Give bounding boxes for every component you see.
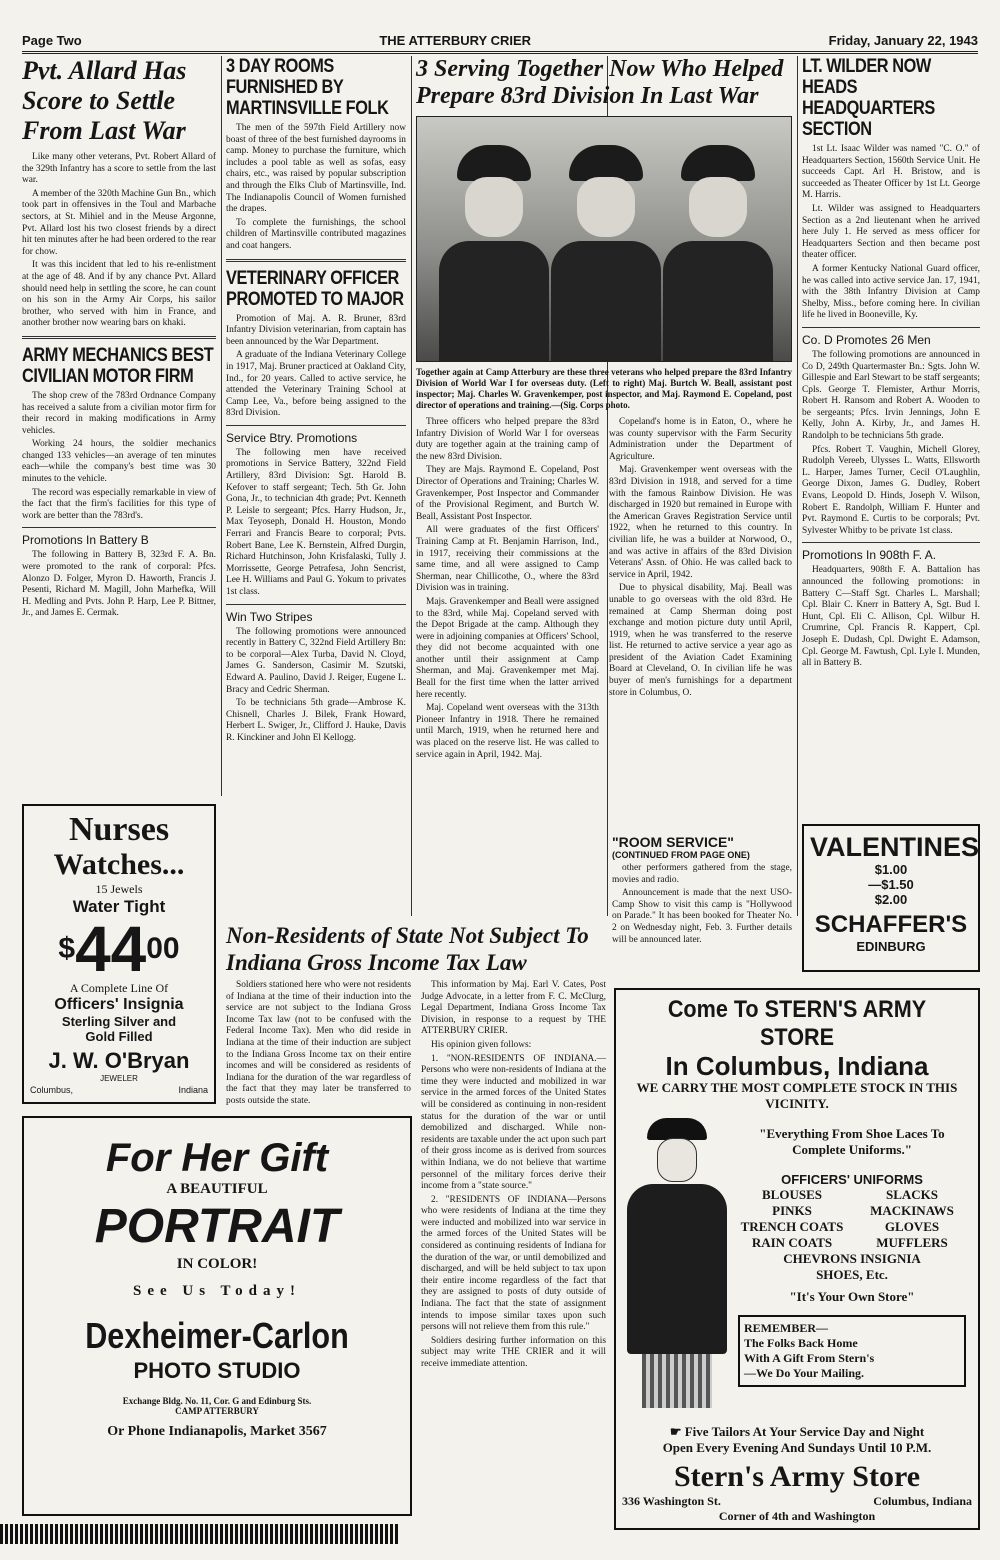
tax-headline: Non-Residents of State Not Subject To Indiana Gross Income Tax Law <box>226 923 589 975</box>
ad-item: MACKINAWS <box>870 1203 954 1218</box>
ad-item: SLACKS <box>885 1187 939 1202</box>
paper-title: THE ATTERBURY CRIER <box>379 33 532 48</box>
ad-line: Gold Filled <box>85 1029 153 1044</box>
column-2 <box>226 56 406 846</box>
paragraph: A graduate of the Indiana Veterinary College in 1917, Maj. Bruner practiced at Oakland City, Ind., for 20 years. Called to active service, he attended the Veterinary Training School at Camp Lee, Va., before being assigned to the 83rd Division. <box>226 350 406 419</box>
servicebtry-article <box>226 448 406 599</box>
ad-city: Columbus, Indiana <box>873 1494 972 1508</box>
paragraph: Three officers who helped prepare the 83rd Infantry Division of World War I for overseas duty are together again at the training camp of the new 83rd Division. <box>416 417 599 462</box>
ad-item: PINKS <box>772 1203 812 1218</box>
dollar-sign: $ <box>58 932 76 965</box>
ad-line: "Everything From Shoe Laces To Complete Uniforms." <box>759 1126 945 1157</box>
paragraph: Announcement is made that the next USO-Camp Show to visit this camp is "Hollywood on Parade." It has been booked for Theater No. 2 on Wednesday night, Feb. 3. Further details will be announced later. <box>612 888 792 945</box>
ad-line: SHOES, Etc. <box>816 1267 888 1282</box>
ad-item: TRENCH COATS <box>740 1219 844 1234</box>
officer-figure <box>439 145 549 361</box>
vet-article <box>226 314 406 420</box>
ad-line: CHEVRONS INSIGNIA <box>783 1251 921 1266</box>
paragraph: other performers gathered from the stage, movies and radio. <box>612 863 792 885</box>
ad-price: —$1.50 <box>868 877 914 892</box>
ad-city: EDINBURG <box>856 939 926 954</box>
officer-figure <box>551 145 661 361</box>
ad-store: SCHAFFER'S <box>814 911 968 938</box>
tax-article-col-b <box>421 980 606 1373</box>
paragraph: His opinion given follows: <box>431 1039 532 1050</box>
ad-line: Dexheimer-Carlon <box>85 1315 349 1356</box>
ad-line: A Complete Line Of <box>69 981 169 995</box>
roomservice-headline: "ROOM SERVICE" <box>612 834 734 850</box>
paragraph: Due to physical disability, Maj. Beall was unable to go overseas with the old 83rd. He remained at Camp Sherman doing post exchange and motion picture duty until April, 1919, when he was transferred to the reserve list. He returned to active service a year ago as president of the Aviation Cadet Examining Board at Cleveland, O. In civilian life he was buyer of men's furnishings for a department store in Columbus, O. <box>609 583 792 698</box>
cod-article <box>802 350 980 538</box>
paragraph: Like many other veterans, Pvt. Robert Allard of the 329th Infantry has a score to settle from the last war. <box>22 152 216 186</box>
paragraph: 1. "NON-RESIDENTS OF INDIANA.—Persons who were non-residents of Indiana at the time they were inducted and mobilized in war service in the armed forces of the United States will be considered as continuing in non-resident status for the duration of the war or until demobilized and discharged. While non-residents are taxable under the act upon such part of their gross income as is derived from sources within Indiana, we do not believe that wartime personnel of the military forces derive their income from a "state source." <box>421 1053 606 1192</box>
tailors-line <box>622 1424 972 1440</box>
margin-strip <box>0 1524 400 1544</box>
cod-headline: Co. D Promotes 26 Men <box>802 332 931 347</box>
ad-line: 15 Jewels <box>95 882 143 896</box>
paragraph: The following promotions are announced in Co D, 249th Quartermaster Bn.: Sgts. John W. Gillespie and Earl Stewart to be staff sergeants; Cpls. George T. Flemister, Arthur Morris, Robert H. Ransom and Robert A. Wooden to be sergeants; Pfcs. Irvin Jennings, John E Kelly, John A. Kirby, Jr., and James H. Randolph to be technicians 5th grade. <box>802 349 980 442</box>
paragraph: 2. "RESIDENTS OF INDIANA—Persons who were residents of Indiana at the time they were inducted and mobilized into war service in the armed forces of the United States will be considered as continuing residents of Indiana for the duration of the war, or until demobilized and discharged, and will be held subject to tax upon their entire income regardless of the fact that they are assigned to posts of duty outside of Indiana. The fact that the state of assignment intends to impose similar taxes upon such persons will not relieve them from this rule." <box>421 1194 606 1333</box>
price-dollars: 44 <box>75 913 147 985</box>
column-1 <box>22 56 216 796</box>
ad-city: Columbus, <box>30 1085 74 1095</box>
wilder-article <box>802 144 980 322</box>
ad-line: Come To STERN'S ARMY STORE <box>667 996 927 1051</box>
ad-line: See Us Today! <box>132 1283 302 1299</box>
ad-valentines <box>802 824 980 972</box>
ad-state: Indiana <box>178 1085 208 1095</box>
fa908-article <box>802 565 980 669</box>
ad-line: REMEMBER— <box>744 1321 828 1335</box>
ad-line: WE CARRY THE MOST COMPLETE STOCK IN THIS VICINITY. <box>636 1080 958 1111</box>
paragraph: Soldiers stationed here who were not residents of Indiana at the time of their induction into the service are not subject to the Indiana Gross Income Tax law (not to be confused with the Federal Income Tax). Men who did reside in Indiana at the time of their induction are subject to the Indiana Gross Income tax on their entire incomes and will be considered as residents of Indiana for the duration of the war regardless of the fact that they may later be transferred to posts outside the state. <box>226 980 411 1106</box>
paragraph: This information by Maj. Earl V. Cates, Post Judge Advocate, in a letter from F. C. McClurg, Legal Department, Indiana Gross Income Tax Division, in response to a request by THE ATTERBURY CRIER. <box>421 980 606 1037</box>
allard-headline: Pvt. Allard Has Score to Settle From Last War <box>22 56 187 145</box>
ad-line: In Columbus, Indiana <box>665 1051 929 1081</box>
ad-line: With A Gift From Stern's <box>744 1351 875 1365</box>
paragraph: The following promotions were announced recently in Battery C, 322nd Field Artillery Bn: to be corporal—Alex Turba, David N. Cloyd, James G. Sanderson, Casimir M. Szutski, Edward A. Paulino, David J. Reiger, Eugene L. Bracy and Cedric Sherman. <box>226 626 406 695</box>
ad-item: BLOUSES <box>762 1187 822 1202</box>
watch-price <box>30 913 208 985</box>
mechanics-headline: ARMY MECHANICS BEST CIVILIAN MOTOR FIRM <box>22 344 214 387</box>
ad-line: Watches... <box>53 848 185 881</box>
allard-article <box>22 152 216 330</box>
jeweler-name: J. W. O'Bryan <box>48 1048 190 1073</box>
paragraph: Soldiers desiring further information on this subject may write THE CRIER and it will receive immediate attention. <box>421 1335 606 1369</box>
ad-line: JEWELER <box>100 1074 138 1083</box>
ad-line: —We Do Your Mailing. <box>744 1366 865 1380</box>
ad-line: PORTRAIT <box>94 1200 340 1253</box>
ad-line: CAMP ATTERBURY <box>175 1406 259 1416</box>
remember-box <box>738 1315 966 1387</box>
paragraph: To complete the furnishings, the school children of Martinsville contributed magazines and coat hangers. <box>226 217 406 251</box>
paragraph: The following men have received promotions in Service Battery, 322nd Field Artillery, 83rd Division: Sgt. Harold B. Kefover to staff sergeant; Tech. 5th Gr. John Gona, Jr., to technician 4th grade; Pvt. Kenneth P. Leisle to sergeant; Pfcs. Harry Hudson, Jr., Max Teyoseph, Donald H. Houston, Mondo Ferrari and Francis Beare to corporal; Pvts. Robert Bane, Lee K. Bernstein, Alfred Durgin, Richard Hutchinson, John Krisfalaski, Tully J. Morrissette, George Petrafesa, John Sencrist, Lee H. Williams and Paul G. Yokum to privates 1st class. <box>226 447 406 597</box>
ad-line: Five Tailors At Your Service Day and Night <box>684 1424 925 1439</box>
dayrooms-article <box>226 123 406 253</box>
ad-line: Water Tight <box>72 897 166 916</box>
ad-line: For Her Gift <box>105 1136 329 1180</box>
paragraph: Maj. Copeland went overseas with the 313th Pioneer Infantry in 1918. There he remained until March, 1919, when he returned here and was placed on the reserve list. He was called to service again in April, 1942. Maj. <box>416 703 599 760</box>
ad-portrait <box>22 1116 412 1516</box>
ad-line: Exchange Bldg. No. 11, Cor. G and Edinburg Sts. <box>122 1396 312 1406</box>
ad-address: 336 Washington St. <box>622 1494 721 1508</box>
paragraph: The following in Battery B, 323rd F. A. Bn. were promoted to the rank of corporal: Pfcs. Alonzo D. Folger, Myron D. Haworth, Francis J. Pesenti, Richard M. Magill, John Marhefka, Will H. Medling and Pvts. John P. Harp, Lee P. Bittner, Jr., and James E. Cermak. <box>22 550 216 619</box>
ad-price: $1.00 <box>874 862 908 877</box>
page-grid <box>22 56 980 1536</box>
soldier-illustration <box>622 1118 732 1418</box>
ad-line: The Folks Back Home <box>744 1336 858 1350</box>
issue-date: Friday, January 22, 1943 <box>828 33 978 48</box>
ad-line: "It's Your Own Store" <box>789 1289 915 1304</box>
three-headline: 3 Serving Together Now Who Helped Prepare 83rd Division In Last War <box>416 56 784 109</box>
ad-line: Nurses <box>68 811 170 848</box>
ad-line: PHOTO STUDIO <box>133 1358 301 1383</box>
roomservice-article <box>612 863 792 946</box>
paragraph: They are Majs. Raymond E. Copeland, Post Director of Operations and Training; Charles W. Gravenkemper, Post Inspector and Commander of the Provisional Regiment, and Burtch W. Beall, Assistant Post Inspector. <box>416 465 599 522</box>
ad-line: IN COLOR! <box>176 1256 258 1272</box>
fa908-headline: Promotions In 908th F. A. <box>802 548 937 563</box>
paragraph: The shop crew of the 783rd Ordnance Company has received a salute from a civilian motor firm for their record in making modifications in Army vehicles. <box>22 390 216 436</box>
three-officers-story <box>416 56 792 916</box>
paragraph: It was this incident that led to his re-enlistment at the age of 48. And if by any chance Pvt. Allard should need help in settling the score, he can count on his son in the Army Air Corps, his sailor brother, who served with him in France, and another brother now wearing bars on khaki. <box>22 260 216 329</box>
dayrooms-headline: 3 DAY ROOMS FURNISHED BY MARTINSVILLE FOLK <box>226 56 389 119</box>
ad-sterns-army-store <box>614 988 980 1530</box>
ad-item: GLOVES <box>884 1219 940 1234</box>
column-5 <box>802 56 980 816</box>
ad-line: Sterling Silver and <box>61 1014 177 1029</box>
room-service-story <box>612 834 792 945</box>
three-officers-photo <box>416 116 792 362</box>
photo-caption: Together again at Camp Atterbury are these three veterans who helped prepare the 83rd Infantry Division of World War I for overseas duty. (Left to right) Maj. Burtch W. Beall, assistant post inspector; Maj. Charles W. Gravenkemper, post inspector, and Maj. Raymond E. Copeland, post director of operations and training.—(Sig. Corps photo. <box>416 367 792 410</box>
ad-line: A BEAUTIFUL <box>166 1181 268 1197</box>
mechanics-article <box>22 391 216 523</box>
price-cents: 00 <box>146 932 180 965</box>
ad-line: Corner of 4th and Washington <box>718 1509 876 1523</box>
page-number: Page Two <box>22 33 82 48</box>
ad-nurses-watches <box>22 804 216 1104</box>
ad-line: Officers' Insignia <box>54 996 184 1013</box>
ad-line: Open Every Evening And Sundays Until 10 P.M. <box>662 1440 932 1455</box>
ad-line: Or Phone Indianapolis, Market 3567 <box>107 1424 327 1439</box>
paragraph: A former Kentucky National Guard officer, he was called into active service Jan. 17, 1941, with the 38th Infantry Division at Camp Shelby, Miss., before coming here. In civilian life he lived in Booneville, Ky. <box>802 263 980 321</box>
three-article <box>416 417 792 763</box>
ad-price: $2.00 <box>874 892 908 907</box>
stripes-article <box>226 627 406 745</box>
paragraph: Promotion of Maj. A. R. Bruner, 83rd Infantry Division veterinarian, from captain has been announced by the War Department. <box>226 313 406 347</box>
stripes-headline: Win Two Stripes <box>226 609 313 624</box>
batteryb-article <box>22 550 216 620</box>
three-article-col-b <box>609 417 792 763</box>
paragraph: Working 24 hours, the soldier mechanics changed 133 vehicles—an average of ten minutes each—while the company's best time was 30 minutes to the vehicle. <box>22 439 216 485</box>
paragraph: A member of the 320th Machine Gun Bn., which took part in offensives in the Toul and Marbache sectors, at St. Mihiel and in the Meuse Argonne, Pvt. Allard lost his two closest friends by a direct hit ten minutes after he had been ordered to the rear for chow. <box>22 188 216 257</box>
ad-item: RAIN COATS <box>751 1235 833 1250</box>
roomservice-sub: (CONTINUED FROM PAGE ONE) <box>612 850 750 860</box>
masthead <box>22 18 978 54</box>
ad-store: Stern's Army Store <box>673 1460 921 1493</box>
officer-figure <box>663 145 773 361</box>
paragraph: 1st Lt. Isaac Wilder was named "C. O." of Headquarters Section, 1560th Service Unit. He succeeds Capt. Arl H. Bristow, and is succeeded as Theater Officer by 1st Lt. George M. Harris. <box>802 144 980 201</box>
paragraph: Copeland's home is in Eaton, O., where he was county supervisor with the Farm Security Administration under the Department of Agriculture. <box>609 417 792 462</box>
ad-item: MUFFLERS <box>876 1235 948 1250</box>
paragraph: The record was especially remarkable in view of the fact that the firm's facilities for this type of work are better than the 783rd's. <box>22 487 216 521</box>
paragraph: Headquarters, 908th F. A. Battalion has announced the following promotions: in Battery C—Staff Sgt. Charles L. Marshall; Cpl. Blair C. Knerr in Battery A, Sgt. Bud I. Hunt, Cpl. Eli C. Allison, Cpl. Wilbur H. Crumrine, Cpl. Francis R. Kappert, Cpl. Joseph E. Dudash, Cpl. Dwight E. Adamson, Cpl. George M. Fawtush, Cpl. Lyle I. Munden, all in Battery B. <box>802 565 980 669</box>
batteryb-headline: Promotions In Battery B <box>22 533 149 548</box>
ad-line: OFFICERS' UNIFORMS <box>781 1172 923 1187</box>
wilder-headline: LT. WILDER NOW HEADS HEADQUARTERS SECTION <box>802 56 935 140</box>
paragraph: To be technicians 5th grade—Ambrose K. Chisnell, Charles J. Bilek, Frank Howard, Herbert L. Swiger, Jr., Clifford J. Hauke, Davis R. Kinckiner and John El Kellogg. <box>226 698 406 743</box>
paragraph: All were graduates of the first Officers' Training Camp at Ft. Benjamin Harrison, Ind., in 1917, receiving their commissions at the same time, and all were assigned to Camp Sherman, near Chillicothe, O., where the 83rd Division was in training. <box>416 525 599 594</box>
paragraph: The men of the 597th Field Artillery now boast of three of the best furnished dayrooms in camp. Money to purchase the furniture, which includes a pool table as well as sofas, easy chairs, etc., was raised by popular subscription and through the Elks Club of Martinsville, Ind. The Indianapolis Council of Women furnished the drapes. <box>226 123 406 215</box>
paragraph: Pfcs. Robert T. Vaughin, Michell Glorey, Rudolph Vereeb, Ulysses L. Watts, Ellsworth L. Harper, James Turner, Cecil O'Laughlin, George Dixon, James G. Dudley, Robert Evans, Leopold D. Hinds, Joseph V. Wilson, Robert E. Randolph, William F. Hunter and Pvt. Raymond E. Curtis to be corporals; Pvt. Sylvester Whitby to be private 1st class. <box>802 444 980 536</box>
paragraph: Lt. Wilder was assigned to Headquarters Section as a 2nd lieutenant when he arrived here July 1. He served as mess officer for Headquarters Section and then became post theater officer. <box>802 203 980 261</box>
servicebtry-headline: Service Btry. Promotions <box>226 430 358 445</box>
three-article-col-a <box>416 417 599 763</box>
ad-line: VALENTINES <box>810 832 980 862</box>
paragraph: Maj. Gravenkemper went overseas with the 83rd Division in 1918, and served for a time with the famous Rainbow Division. He was discharged in 1920 but remained in Europe with the American Graves Registration Service until 1922, when he returned to this country. In civilian life, he was a builder at Norwood, O., and was active in affairs of the 83rd Division Veterans' Assn. of Ohio. He was called back to service in April, 1942. <box>609 465 792 580</box>
pointing-hand-icon: ☛ <box>669 1424 682 1439</box>
vet-headline: VETERINARY OFFICER PROMOTED TO MAJOR <box>226 267 404 310</box>
paragraph: Majs. Gravenkemper and Beall were assigned to the 83rd, while Maj. Copeland served with the Depot Brigade at the camp. Although they were in adjoining companies at Officers' School, they did not become acquainted with one another until their assignment at Camp Sherman, and Maj. Gravenkemper met Maj. Beall for the first time when the latter arrived here recently. <box>416 596 599 700</box>
